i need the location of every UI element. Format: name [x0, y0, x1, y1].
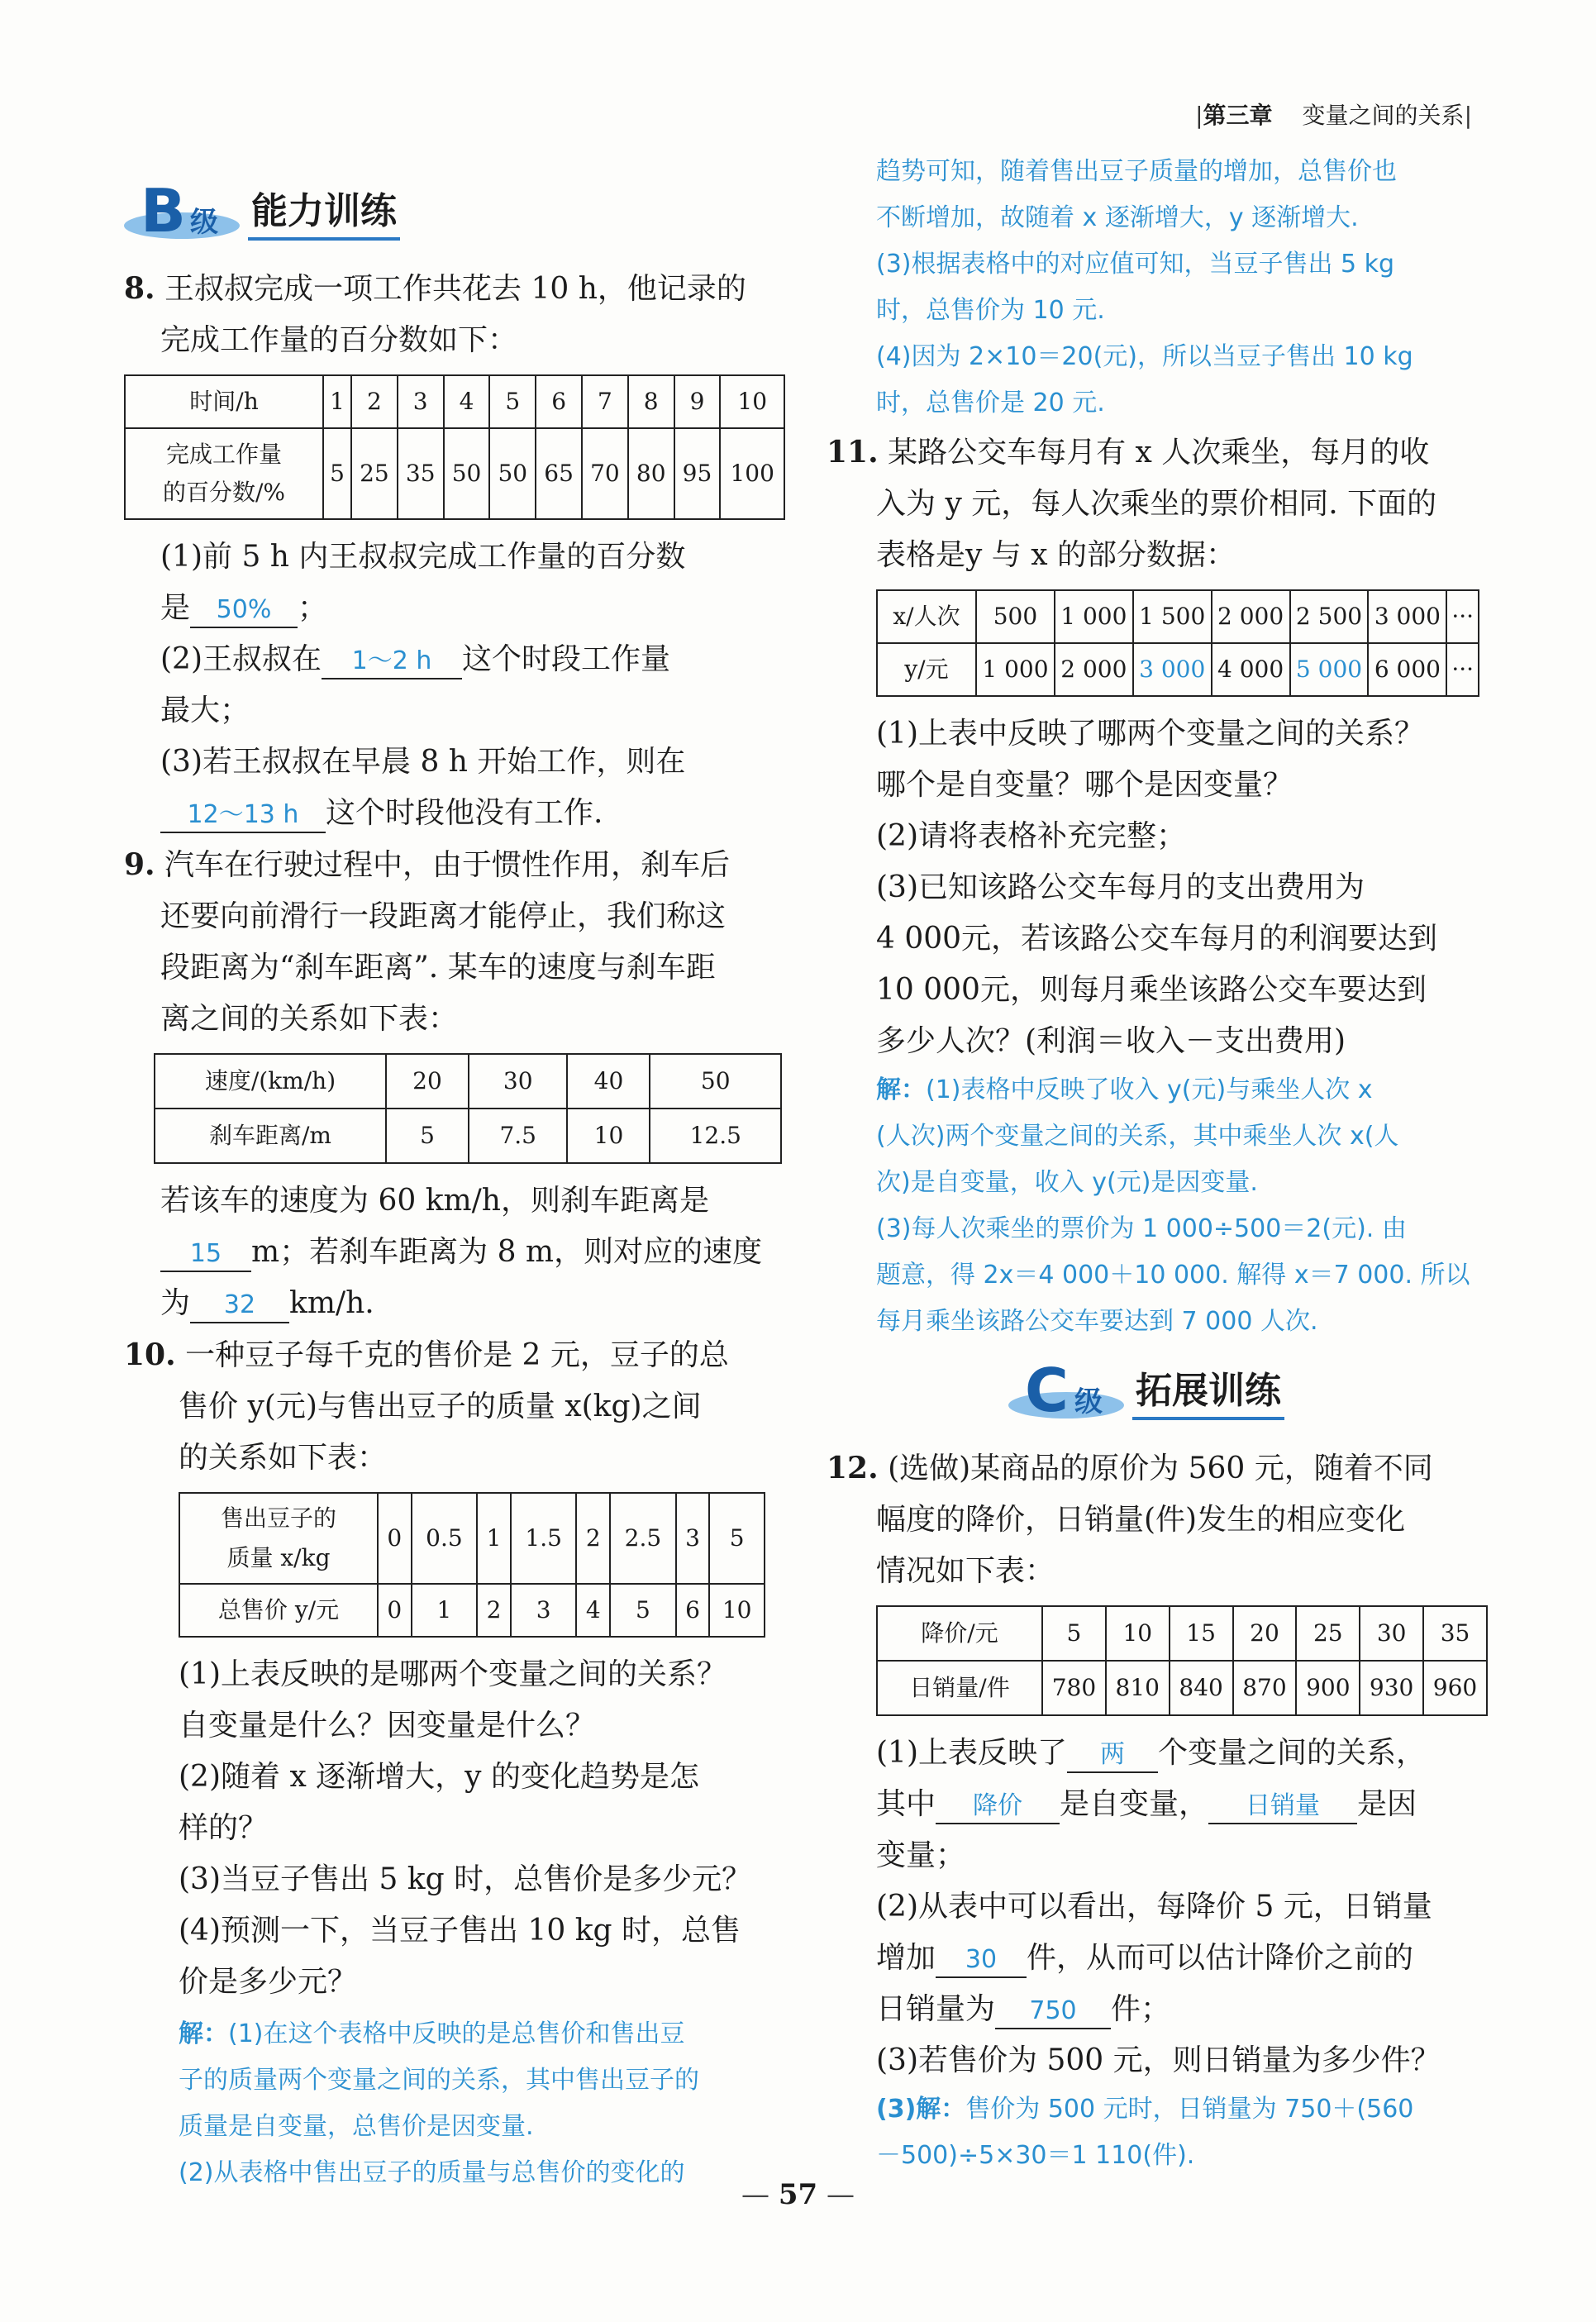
section-c-label: 拓展训练: [1132, 1361, 1284, 1420]
q11-table: x/人次 500 1 000 1 500 2 000 2 500 3 000 ··· y/元 1 000 2 000 3 000 4 000 5 000 6 000 ···: [876, 589, 1479, 697]
q9-answer-2: 32: [190, 1289, 289, 1323]
q12-answer-5: 750: [995, 1995, 1111, 2029]
q8-answer-1: 50%: [190, 594, 298, 628]
section-c-title: [1008, 1353, 1496, 1428]
section-c-badge: C 级: [1008, 1357, 1108, 1423]
q9-answer-1: 15: [160, 1237, 251, 1272]
q10-solution-part1: 解：(1)在这个表格中反映的是总售价和售出豆 子的质量两个变量之间的关系，其中售出豆子的 质量是自变量，总售价是因变量. (2)从表格中售出豆子的质量与总售价的变化的: [179, 2019, 699, 2187]
q8-answer-2: 1～2 h: [322, 645, 462, 679]
q9-table: 速度/(km/h) 20 30 40 50 刹车距离/m 5 7.5 10 12.5: [154, 1053, 782, 1164]
q8-table: 时间/h 1 2 3 4 5 6 7 8 9 10 完成工作量 的百分数/% 5 25 35 50 50 65 70 80 95 100: [124, 374, 785, 520]
question-10: 10. 一种豆子每千克的售价是 2 元，豆子的总 售价 y(元)与售出豆子的质量 x(kg)之间 的关系如下表： 售出豆子的 质量 x/kg 0 0.5 1 1.5 2 2.5 3 5 总售价 y/元 0 1 2 3 4 5 6 10 (1)上表反映的是哪两个变量之间的关系？ 自变量是什么？因变量是什么？ (2)随着 x 逐渐增大，y 的变化趋势是怎 样的？ (3)当豆子售出 5 kg 时，总售价是多少元？ (4)预测一下，当豆子售出 10 kg 时，总售 价是多少元？ 解：(1)在这个表格中反映的是总售价和售出豆 子的质量两个变量之间的关系，其中售出豆子的 质量是自变量，总售价是因变量. (2)从表格中售出豆子的质量与总售价的变化的: [124, 1329, 785, 2196]
right-column: [827, 149, 1496, 2179]
question-9: 9. 汽车在行驶过程中，由于惯性作用，刹车后 还要向前滑行一段距离才能停止，我们称这 段距离为“刹车距离”. 某车的速度与刹车距 离之间的关系如下表： 速度/(km/h) 20 30 40 50 刹车距离/m 5 7.5 10 12.5 若该车的速度为 60 km/h，则刹车距离是 15 m；若刹车距离为 8 m，则对应的速度 为 32 km/h.: [124, 839, 785, 1329]
page-header: |第三章 变量之间的关系|: [1195, 102, 1472, 129]
section-b-badge: B 级: [124, 178, 223, 244]
q12-table: 降价/元 5 10 15 20 25 30 35 日销量/件 780 810 840 870 900 930 960: [876, 1605, 1488, 1716]
q10-table: 售出豆子的 质量 x/kg 0 0.5 1 1.5 2 2.5 3 5 总售价 y/元 0 1 2 3 4 5 6 10: [179, 1492, 765, 1638]
q12-answer-4: 30: [936, 1943, 1027, 1978]
page-number: — 57 —: [741, 2178, 855, 2211]
q12-solution: (3)解：售价为 500 元时，日销量为 750＋(560 －500)÷5×30＝1 110(件).: [876, 2095, 1414, 2170]
q12-answer-3: 日销量: [1208, 1790, 1357, 1824]
question-11: 11. 某路公交车每月有 x 人次乘坐，每月的收 入为 y 元，每人次乘坐的票价相同. 下面的 表格是y 与 x 的部分数据： x/人次 500 1 000 1 500 2 000 2 500 3 000 ··· y/元 1 000 2 000 3 000 4 000 5 000 6 000 ··· (1)上表中反映了哪两个变量之间的关系？ 哪个是自变量？哪个是因变量？ (2)请将表格补充完整； (3)已知该路公交车每月的支出费用为 4 000元，若该路公交车每月的利润要达到 10 000元，则每月乘坐该路公交车要达到 多少人次？(利润＝收入－支出费用) 解：(1)表格中反映了收入 y(元)与乘坐人次 x (人次)两个变量之间的关系，其中乘坐人次 x(人 次)是自变量，收入 y(元)是因变量. (3)每人次乘坐的票价为 1 000÷500＝2(元). 由 题意，得 2x＝4 000＋10 000. 解得 x＝7 000. 所以 每月乘坐该路公交车要达到 7 000 人次.: [827, 427, 1496, 1345]
left-column: [124, 174, 785, 2196]
section-b-label: 能力训练: [248, 181, 400, 241]
q8-answer-3: 12～13 h: [160, 799, 326, 833]
q12-answer-1: 两: [1067, 1738, 1158, 1773]
chapter-label: 第三章: [1203, 102, 1273, 129]
q10-solution-part2: 趋势可知，随着售出豆子质量的增加，总售价也 不断增加，故随着 x 逐渐增大，y 逐渐增大. (3)根据表格中的对应值可知，当豆子售出 5 kg 时，总售价为 10 元. (4)因为 2×10＝20(元)，所以当豆子售出 10 kg 时，总售价是 20 元.: [876, 157, 1413, 417]
section-b-title: [124, 174, 785, 248]
chapter-title: 变量之间的关系: [1302, 102, 1465, 129]
question-8: 8. 王叔叔完成一项工作共花去 10 h，他记录的 完成工作量的百分数如下： 时间/h 1 2 3 4 5 6 7 8 9 10 完成工作量 的百分数/% 5 25 35 50 50 65 70 80 95 100 (1)前 5 h 内王叔叔完成工作量的百分数 是 50% ； (2)王叔叔在 1～2 h 这个时段工作量 最大； (3)若王叔叔在早晨 8 h 开始工作，则在 12～13 h 这个时段他没有工作.: [124, 263, 785, 839]
question-12: 12. (选做)某商品的原价为 560 元，随着不同 幅度的降价，日销量(件)发生的相应变化 情况如下表： 降价/元 5 10 15 20 25 30 35 日销量/件 780 810 840 870 900 930 960 (1)上表反映了 两 个变量之间的关系， 其中 降价 是自变量， 日销量 是因 变量； (2)从表中可以看出，每降价 5 元，日销量 增加 30 件，从而可以估计降价之前的 日销量为 750 件； (3)若售价为 500 元，则日销量为多少件？ (3)解：售价为 500 元时，日销量为 750＋(560 －500)÷5×30＝1 110(件).: [827, 1442, 1496, 2179]
q11-solution: 解：(1)表格中反映了收入 y(元)与乘坐人次 x (人次)两个变量之间的关系，其中乘坐人次 x(人 次)是自变量，收入 y(元)是因变量. (3)每人次乘坐的票价为 1 000÷500＝2(元). 由 题意，得 2x＝4 000＋10 000. 解得 x＝7 000. 所以 每月乘坐该路公交车要达到 7 000 人次.: [876, 1075, 1470, 1336]
q12-answer-2: 降价: [936, 1790, 1060, 1824]
